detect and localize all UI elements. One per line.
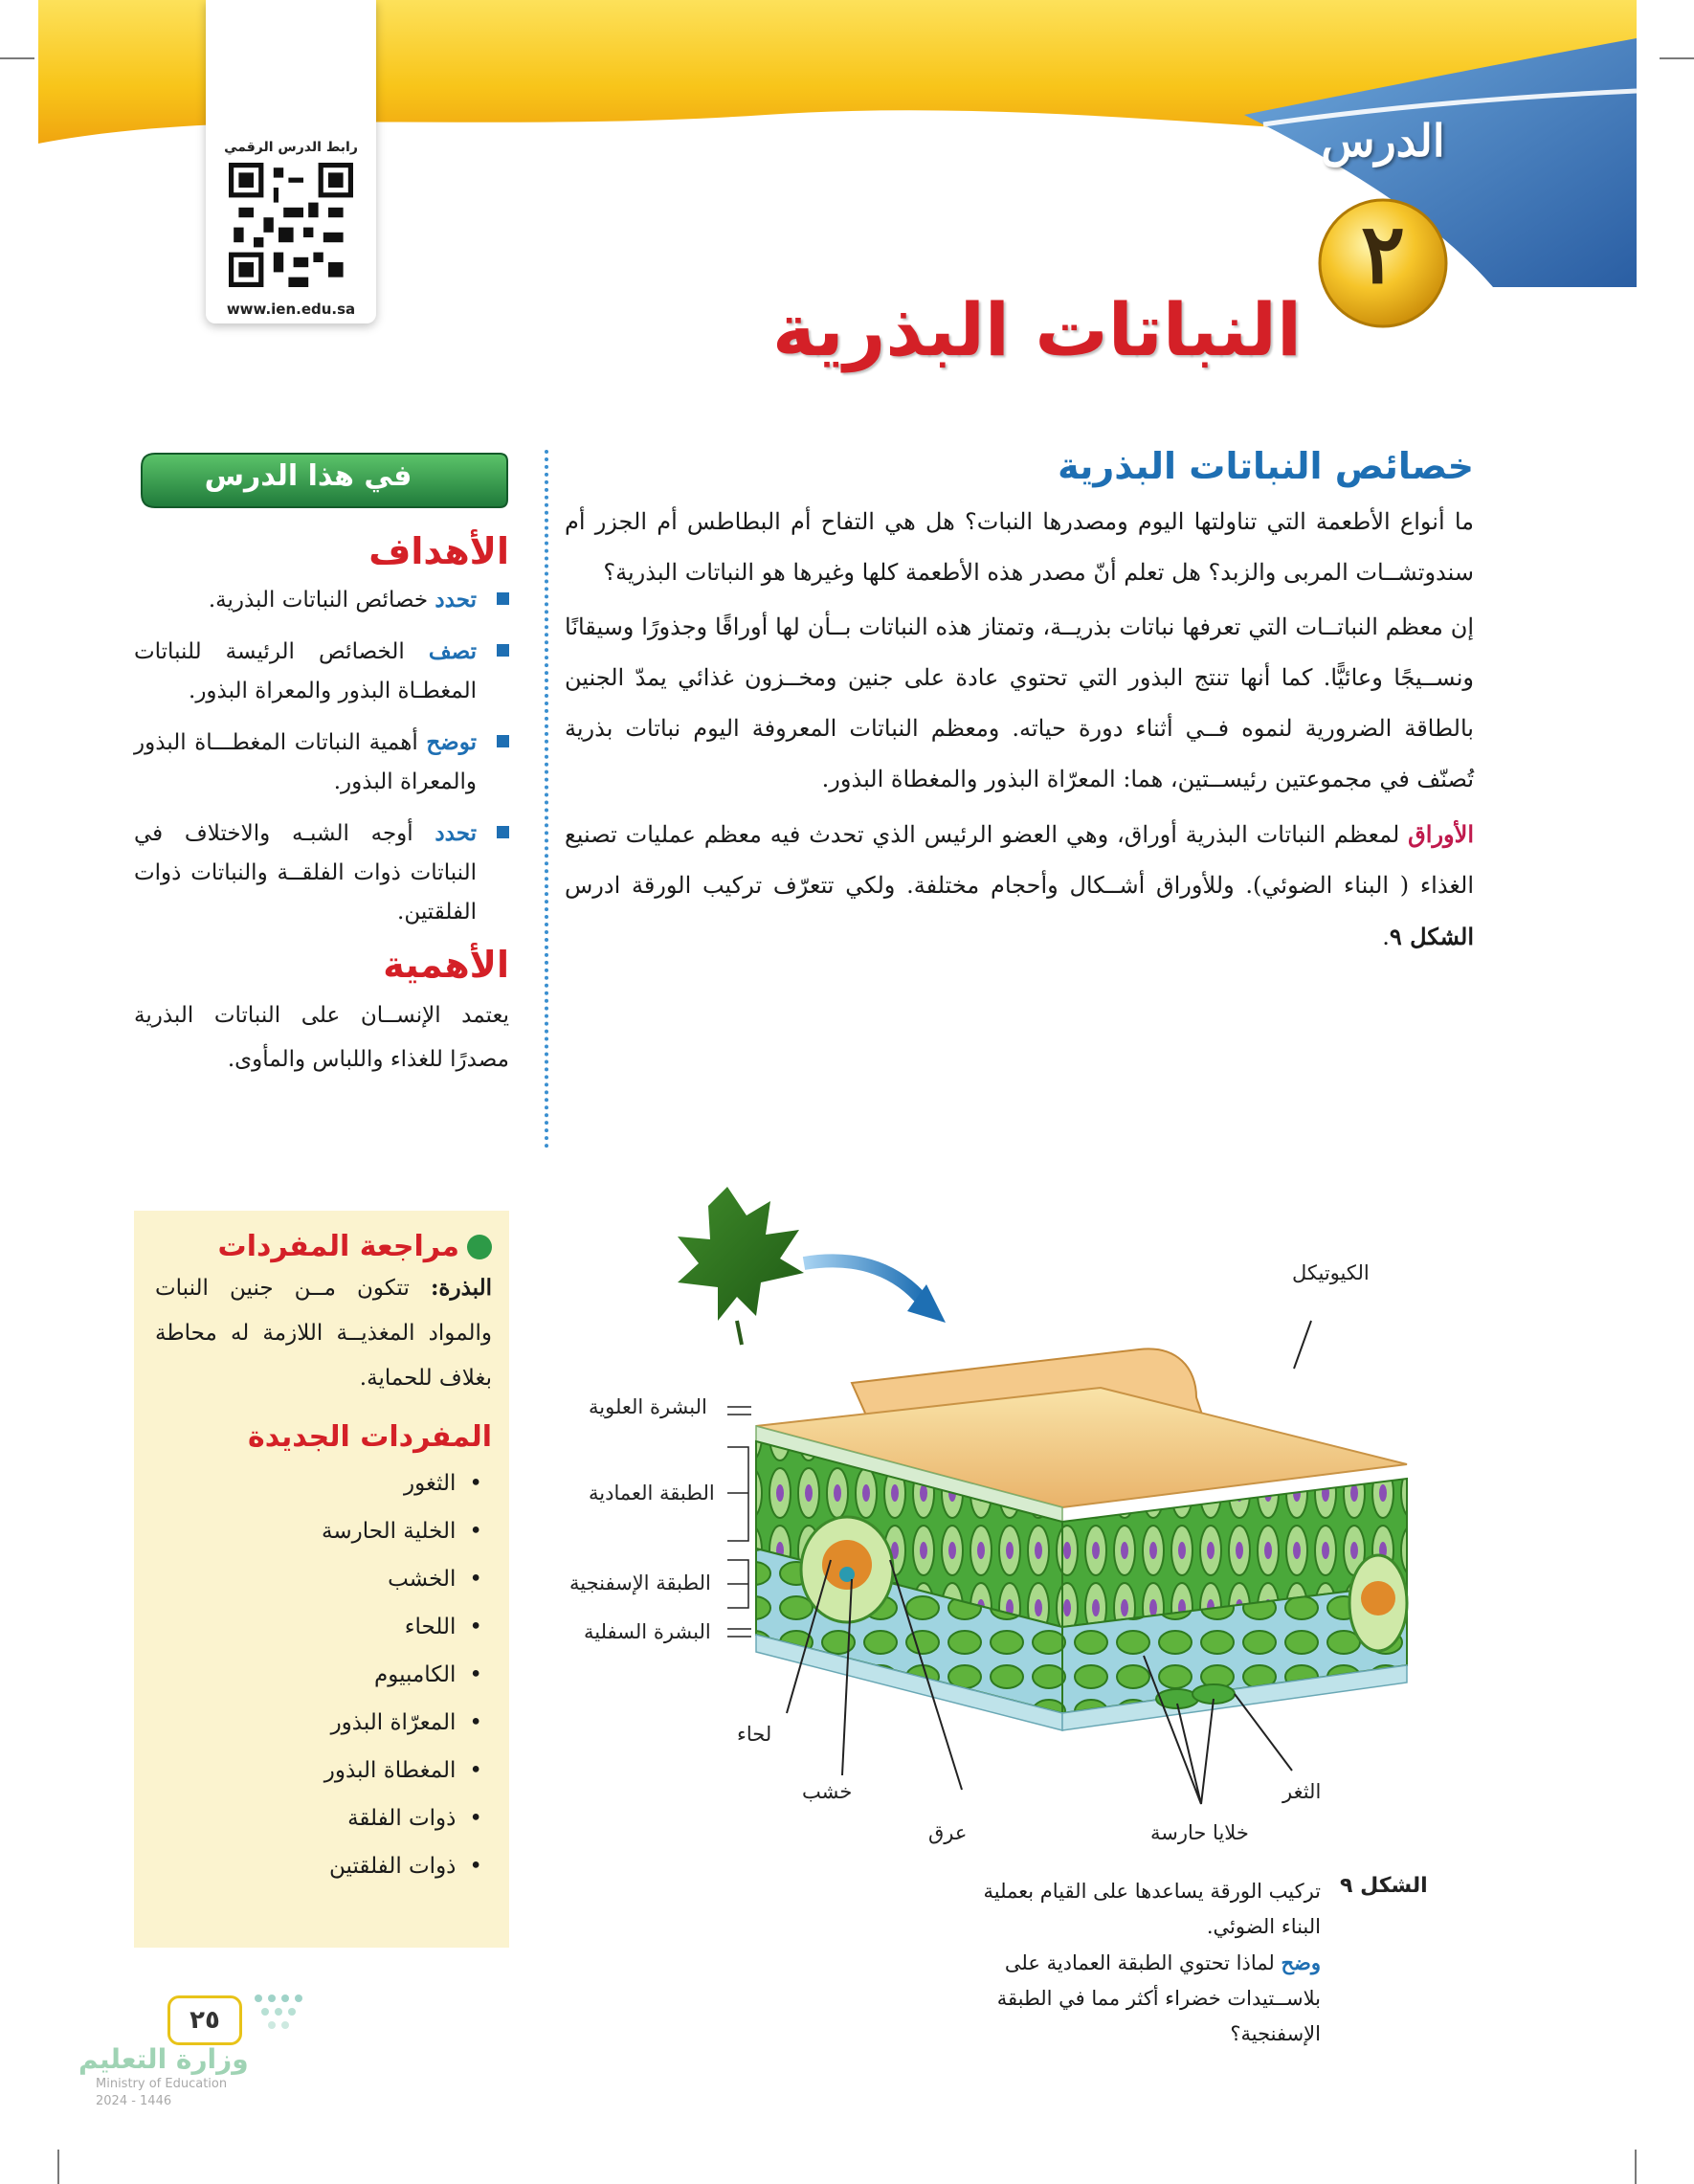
ministry-name-en: Ministry of Education	[96, 2077, 228, 2091]
label-stoma: الثغر	[1282, 1780, 1322, 1803]
list-item: • الخلية الحارسة	[155, 1507, 482, 1555]
label-spongy: الطبقة الإسفنجية	[569, 1571, 711, 1594]
main-content	[565, 445, 1474, 963]
list-item: • الخشب	[155, 1555, 482, 1603]
objective-item	[134, 813, 509, 932]
label-lower-epidermis: البشرة السفلية	[584, 1620, 711, 1643]
ministry-logo-text: وزارة التعليم	[78, 2043, 249, 2075]
objective-verb: تحدد	[435, 820, 477, 846]
objective-text: الخصائص الرئيسة للنباتات المغطـاة البذور والمعراة البذور.	[134, 639, 477, 703]
edition-year: 2024 - 1446	[96, 2094, 172, 2108]
qr-card[interactable]	[206, 0, 376, 323]
lesson-title: النباتات البذرية	[772, 287, 1302, 372]
figure-label: الشكل ٩	[1340, 1874, 1428, 1898]
vocab-review-heading	[155, 1230, 492, 1263]
vocab-definition-text: تتكون مــن جنين النبات والمواد المغذيــة اللازمة له محاطة بغلاف للحماية.	[155, 1276, 492, 1391]
vocab-review-label: مراجعة المفردات	[217, 1230, 459, 1263]
leaf-diagram-illustration	[565, 1177, 1445, 1914]
label-palisade: الطبقة العمادية	[589, 1482, 715, 1504]
objective-text: أهمية النباتات المغطـــاة البذور والمعراة البذور.	[134, 730, 477, 794]
list-item: • الكامبيوم	[155, 1651, 482, 1699]
figure-question	[976, 1945, 1321, 2052]
section-heading: خصائص النباتات البذرية	[1058, 445, 1474, 487]
objective-verb: تصف	[428, 638, 477, 664]
list-item: • ذوات الفلقة	[155, 1794, 482, 1842]
lesson-number: ٢	[1360, 206, 1406, 302]
objectives-heading: الأهداف	[368, 530, 509, 572]
tab-label: في هذا الدرس	[204, 459, 412, 493]
question-text: لماذا تحتوي الطبقة العمادية على بلاســتيدات خضراء أكثر مما في الطبقة الإسفنجية؟	[996, 1951, 1321, 2045]
paragraph-intro: ما أنواع الأطعمة التي تناولتها اليوم ومصدرها النبات؟ هل هي التفاح أم البطاطس أم الجزر أم سندوتشــات المربى والزبد؟ هل تعلم أنّ مصدر هذه الأطعمة كلها وغيرها هو النباتات البذرية؟	[565, 508, 1474, 586]
figure-caption	[976, 1874, 1321, 2052]
vocab-term: البذرة:	[430, 1275, 492, 1301]
zoom-arrow-icon	[804, 1260, 924, 1302]
objective-item	[134, 632, 509, 711]
new-vocab-heading: المفردات الجديدة	[248, 1420, 492, 1454]
paragraph-leaves-end: .	[1382, 924, 1390, 950]
paragraph-leaves-text: لمعظم النباتات البذرية أوراق، وهي العضو الرئيس الذي تحدث فيه معظم عمليات تصنيع الغذاء ( البناء الضوئي). وللأوراق أشــكال وأحجام مختلفة. ولكي تتعرّف تركيب الورقة ادرس	[565, 821, 1474, 899]
leaf-cross-section-figure	[565, 1177, 1445, 1914]
objective-item	[134, 580, 509, 620]
objective-text: خصائص النباتات البذرية.	[208, 588, 435, 613]
objective-item	[134, 723, 509, 802]
label-phloem: لحاء	[737, 1723, 772, 1746]
label-vein: عرق	[928, 1821, 968, 1844]
qr-code[interactable]	[229, 163, 353, 287]
list-item: • ذوات الفلقتين	[155, 1842, 482, 1890]
vocab-review-definition	[155, 1265, 492, 1401]
new-vocab-list	[155, 1460, 492, 1890]
maple-leaf-icon	[678, 1187, 804, 1321]
label-guard-cells: خلايا حارسة	[1150, 1821, 1249, 1844]
figure-reference[interactable]: الشكل ٩	[1389, 923, 1474, 950]
crop-mark	[1635, 2150, 1637, 2184]
page-number: ٢٥	[167, 1995, 242, 2045]
column-divider	[545, 450, 548, 1148]
paragraph-seed-plants: إن معظم النباتــات التي تعرفها نباتات بذريــة، وتمتاز هذه النباتات بــأن لها أوراقًا وجذورًا وسيقانًا ونســيجًا وعائيًّا. كما أنها تنتج البذور التي تحتوي عادة على جنين ومخــزون غذائي يمدّ الجنين بالطاقة الضرورية لنموه فــي أثناء دورة حياته. ومعظم النباتات المعروفة اليوم نباتات بذرية تُصنّف في مجموعتين رئيســتين، هما: المعرّاة البذور والمغطاة البذور.	[565, 613, 1474, 792]
importance-text: يعتمد الإنســان على النباتات البذرية مصدرًا للغذاء واللباس والمأوى.	[134, 1003, 509, 1072]
list-item: • الثغور	[155, 1460, 482, 1507]
list-item: • اللحاء	[155, 1603, 482, 1651]
lesson-word: الدرس	[1321, 115, 1445, 167]
objective-verb: تحدد	[435, 587, 477, 613]
importance-heading: الأهمية	[383, 944, 509, 986]
label-upper-epidermis: البشرة العلوية	[589, 1395, 707, 1418]
in-this-lesson-tab	[136, 450, 509, 511]
paragraph-leaves	[565, 809, 1474, 963]
vocabulary-box	[134, 1211, 509, 1948]
figure-caption-text: تركيب الورقة يساعدها على القيام بعملية البناء الضوئي.	[983, 1880, 1321, 1938]
list-item: • المعرّاة البذور	[155, 1699, 482, 1747]
objective-text: أوجه الشبـه والاختلاف في النباتات ذوات الفلقــة والنباتات ذوات الفلقتين.	[134, 821, 477, 925]
term-leaves: الأوراق	[1408, 820, 1474, 848]
review-icon	[467, 1235, 492, 1259]
sidebar	[134, 450, 509, 1081]
lesson-number-badge	[1316, 196, 1450, 330]
crop-mark	[57, 2150, 59, 2184]
list-item: • المغطاة البذور	[155, 1747, 482, 1794]
qr-url[interactable]: www.ien.edu.sa	[226, 301, 356, 318]
question-verb: وضح	[1281, 1950, 1321, 1974]
objective-verb: توضح	[426, 729, 477, 755]
label-xylem: خشب	[802, 1780, 853, 1803]
qr-caption: رابط الدرس الرقمي	[224, 140, 358, 155]
label-cuticle: الكيوتيكل	[1292, 1261, 1370, 1284]
